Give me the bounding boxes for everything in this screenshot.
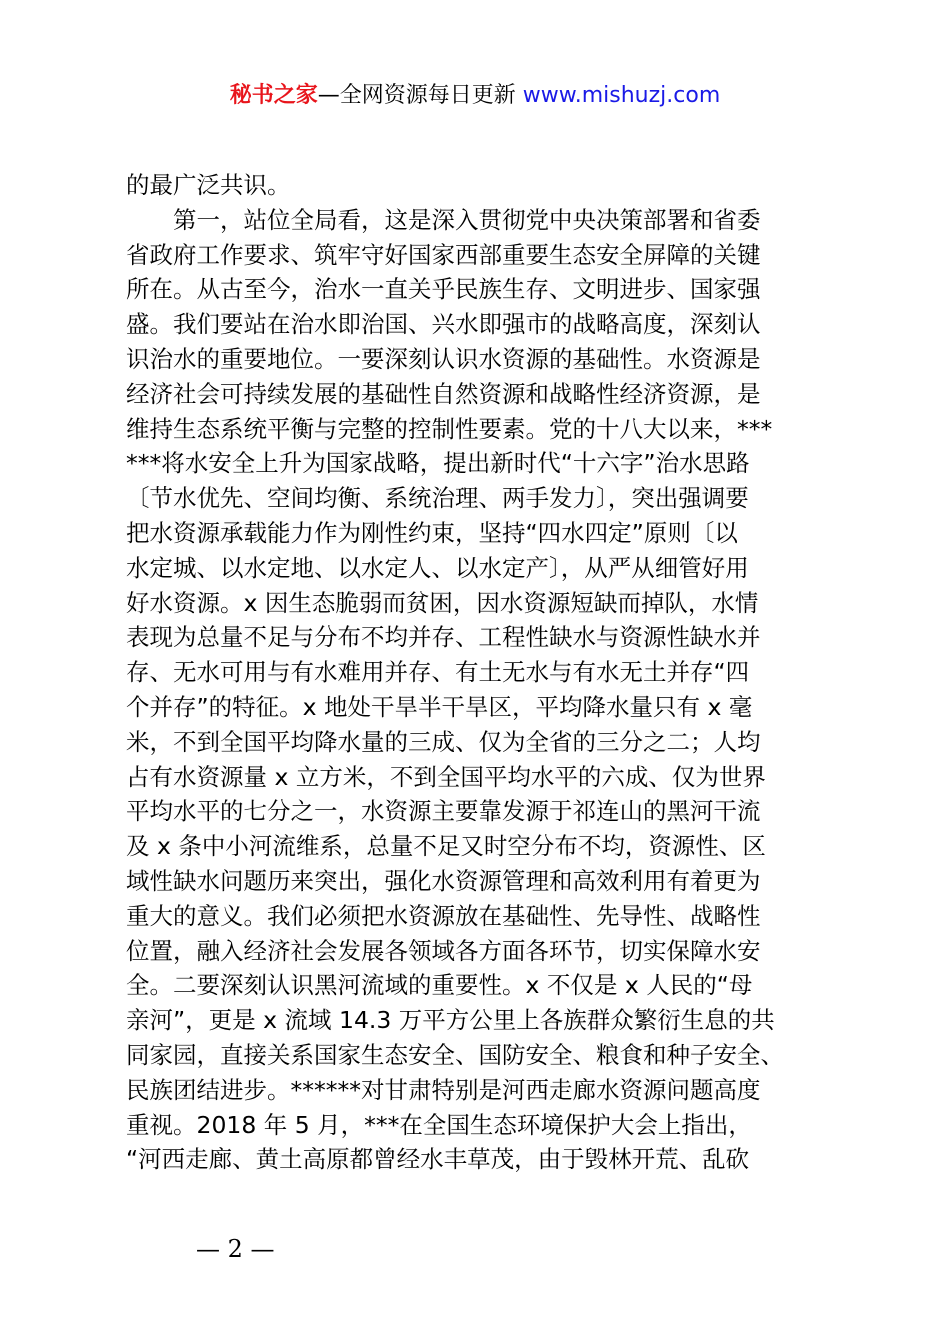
text-line: 的最广泛共识。 [126,171,291,199]
text-line: 把水资源承载能力作为刚性约束，坚持“四水四定”原则〔以 [126,518,738,547]
text-line: “河西走廊、黄土高原都曾经水丰草茂，由于毁林开荒、乱砍 [126,1145,750,1174]
text-line: ***将水安全上升为国家战略，提出新时代“十六字”治水思路 [126,449,750,478]
text-line: 存、无水可用与有水难用并存、有土无水与有水无土并存“四 [126,658,750,687]
text-line: 重大的意义。我们必须把水资源放在基础性、先导性、战略性 [126,901,761,930]
text-line: 平均水平的七分之一，水资源主要靠发源于祁连山的黑河干流 [126,797,761,826]
text-line: 表现为总量不足与分布不均并存、工程性缺水与资源性缺水并 [126,623,761,652]
text-line: 维持生态系统平衡与完整的控制性要素。党的十八大以来，*** [126,414,773,443]
text-line: 全。二要深刻认识黑河流域的重要性。x 不仅是 x 人民的“母 [126,971,753,1000]
text-line: 水定城、以水定地、以水定人、以水定产〕，从严从细管好用 [126,553,749,582]
text-line: 亲河”，更是 x 流域 14.3 万平方公里上各族群众繁衍生息的共 [126,1006,775,1035]
brand-name: 秘书之家 [229,83,318,108]
text-line: 经济社会可持续发展的基础性自然资源和战略性经济资源，是 [126,379,761,408]
document-body [126,168,838,1177]
text-line: 所在。从古至今，治水一直关乎民族生存、文明进步、国家强 [126,275,761,304]
text-line: 位置，融入经济社会发展各领域各方面各环节，切实保障水安 [126,936,761,965]
site-url-link[interactable]: www.mishuzj.com [522,83,721,108]
text-line: 省政府工作要求、筑牢守好国家西部重要生态安全屏障的关键 [126,240,761,269]
text-line: 占有水资源量 x 立方米，不到全国平均水平的六成、仅为世界 [126,762,766,791]
text-line: 重视。2018 年 5 月，***在全国生态环境保护大会上指出， [126,1110,752,1139]
text-line: 同家园，直接关系国家生态安全、国防安全、粮食和种子安全、 [126,1040,784,1069]
text-line: 民族团结进步。******对甘肃特别是河西走廊水资源问题高度 [126,1075,761,1104]
text-line: 个并存”的特征。x 地处干旱半干旱区，平均降水量只有 x 毫 [126,692,753,721]
text-line: 识治水的重要地位。一要深刻认识水资源的基础性。水资源是 [126,344,761,373]
page-number: — 2 — [196,1235,275,1263]
text-line: 〔节水优先、空间均衡、系统治理、两手发力〕，突出强调要 [126,484,749,513]
text-line: 盛。我们要站在治水即治国、兴水即强市的战略高度，深刻认 [126,310,761,339]
header-tagline: —全网资源每日更新 [317,83,516,108]
text-line: 第一，站位全局看，这是深入贯彻党中央决策部署和省委 [126,205,761,234]
text-line: 好水资源。x 因生态脆弱而贫困，因水资源短缺而掉队，水情 [126,588,759,617]
text-line: 及 x 条中小河流维系，总量不足又时空分布不均，资源性、区 [126,832,766,861]
text-line: 米，不到全国平均降水量的三成、仅为全省的三分之二；人均 [126,727,761,756]
text-line: 域性缺水问题历来突出，强化水资源管理和高效利用有着更为 [126,866,761,895]
site-header [0,80,950,112]
